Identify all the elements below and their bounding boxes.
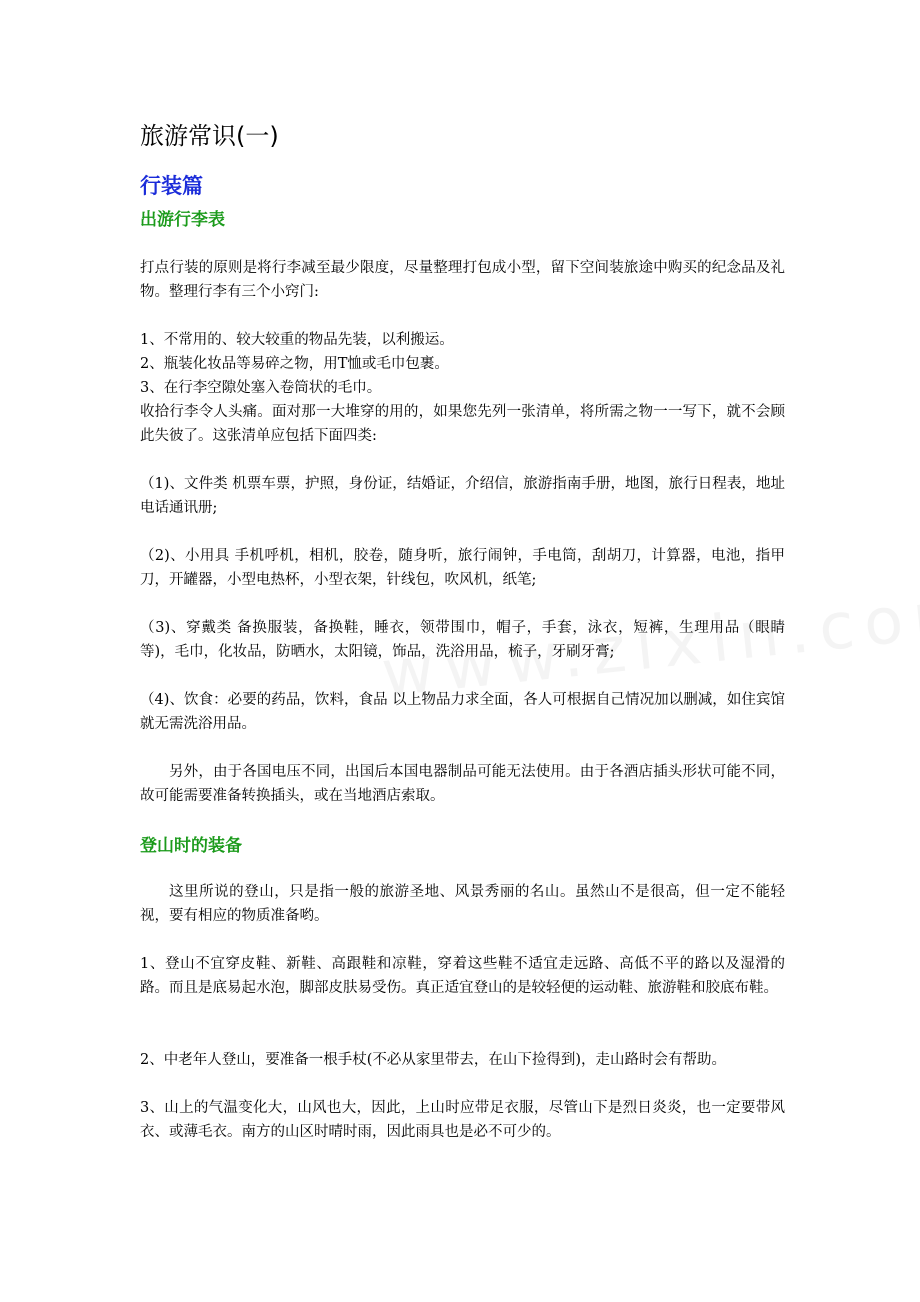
section-heading: 行装篇	[140, 174, 203, 198]
tip-1: 1、不常用的、较大较重的物品先装，以利搬运。	[140, 332, 454, 348]
tip-2: 2、瓶装化妆品等易碎之物，用T恤或毛巾包裹。	[140, 356, 449, 372]
checklist-intro: 收拾行李令人头痛。面对那一大堆穿的用的，如果您先列一张清单，将所需之物一一写下，就不会顾此失彼了。这张清单应包括下面四类:	[140, 404, 785, 444]
page-title: 旅游常识(一)	[140, 122, 279, 150]
mountain-intro: 这里所说的登山，只是指一般的旅游圣地、风景秀丽的名山。虽然山不是很高，但一定不能轻视，要有相应的物质准备哟。	[140, 884, 785, 924]
category-small-tools: （2)、小用具 手机呼机，相机，胶卷，随身听，旅行闹钟，手电筒，刮胡刀，计算器，电池，指甲刀，开罐器，小型电热杯，小型衣架，针线包，吹风机，纸笔;	[140, 548, 785, 588]
mountain-tip-2: 2、中老年人登山，要准备一根手杖(不必从家里带去，在山下捡得到)，走山路时会有帮助。	[140, 1052, 727, 1068]
intro-paragraph: 打点行装的原则是将行李减至最少限度，尽量整理打包成小型，留下空间装旅途中购买的纪念品及礼物。整理行李有三个小窍门:	[140, 260, 785, 300]
subheading-mountain-gear: 登山时的装备	[140, 836, 242, 856]
category-documents: （1)、文件类 机票车票，护照，身份证，结婚证，介绍信，旅游指南手册，地图，旅行日程表，地址电话通讯册;	[140, 476, 785, 516]
category-food: （4)、饮食：必要的药品，饮料，食品 以上物品力求全面，各人可根据自己情况加以删减，如住宾馆就无需洗浴用品。	[140, 692, 785, 732]
subheading-luggage-list: 出游行李表	[140, 210, 225, 230]
mountain-tip-1: 1、登山不宜穿皮鞋、新鞋、高跟鞋和凉鞋，穿着这些鞋不适宜走远路、高低不平的路以及湿滑的路。而且是底易起水泡，脚部皮肤易受伤。真正适宜登山的是较轻便的运动鞋、旅游鞋和胶底布鞋。	[140, 956, 785, 996]
tip-3: 3、在行李空隙处塞入卷筒状的毛巾。	[140, 380, 382, 396]
category-clothing: （3)、穿戴类 备换服装，备换鞋，睡衣，领带围巾，帽子，手套，泳衣，短裤，生理用品（眼睛等)，毛巾，化妆品，防晒水，太阳镜，饰品，洗浴用品，梳子，牙刷牙膏;	[140, 620, 785, 660]
voltage-note: 另外，由于各国电压不同，出国后本国电器制品可能无法使用。由于各酒店插头形状可能不同，故可能需要准备转换插头，或在当地酒店索取。	[140, 764, 785, 804]
mountain-tip-3: 3、山上的气温变化大，山风也大，因此，上山时应带足衣服，尽管山下是烈日炎炎，也一定要带风衣、或薄毛衣。南方的山区时晴时雨，因此雨具也是必不可少的。	[140, 1100, 785, 1140]
